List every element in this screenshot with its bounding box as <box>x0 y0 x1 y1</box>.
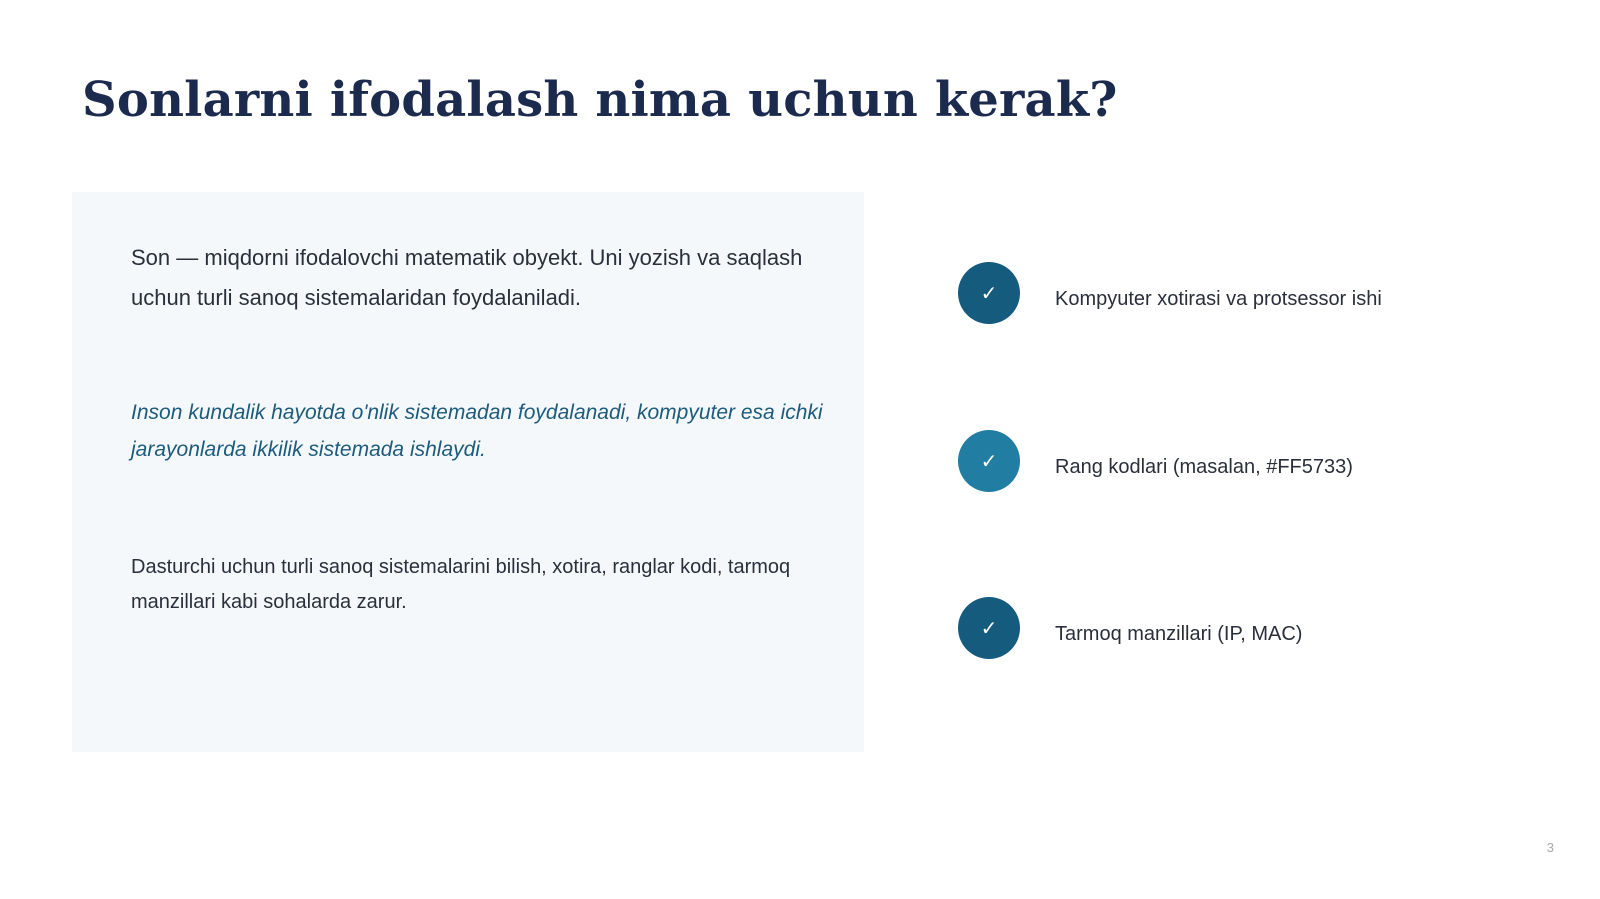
page-number: 3 <box>1546 840 1554 855</box>
checklist-label: Kompyuter xotirasi va protsessor ishi <box>1055 288 1382 310</box>
text-panel <box>72 192 864 752</box>
check-icon: ✓ <box>958 262 1020 324</box>
slide-title: Sonlarni ifodalash nima uchun kerak? <box>82 72 1118 128</box>
checklist-label: Tarmoq manzillari (IP, MAC) <box>1055 623 1303 645</box>
highlight-paragraph: Inson kundalik hayotda o'nlik sistemadan foydalanadi, kompyuter esa ichki jarayonlarda ikkilik sistemada ishlaydi. <box>131 401 823 461</box>
conclusion-paragraph: Dasturchi uchun turli sanoq sistemalarini bilish, xotira, ranglar kodi, tarmoq manzillari kabi sohalarda zarur. <box>131 556 791 613</box>
intro-paragraph: Son — miqdorni ifodalovchi matematik obyekt. Uni yozish va saqlash uchun turli sanoq sistemalaridan foydalaniladi. <box>131 245 803 310</box>
check-icon: ✓ <box>958 430 1020 492</box>
checklist-label: Rang kodlari (masalan, #FF5733) <box>1055 456 1353 478</box>
check-icon: ✓ <box>958 597 1020 659</box>
